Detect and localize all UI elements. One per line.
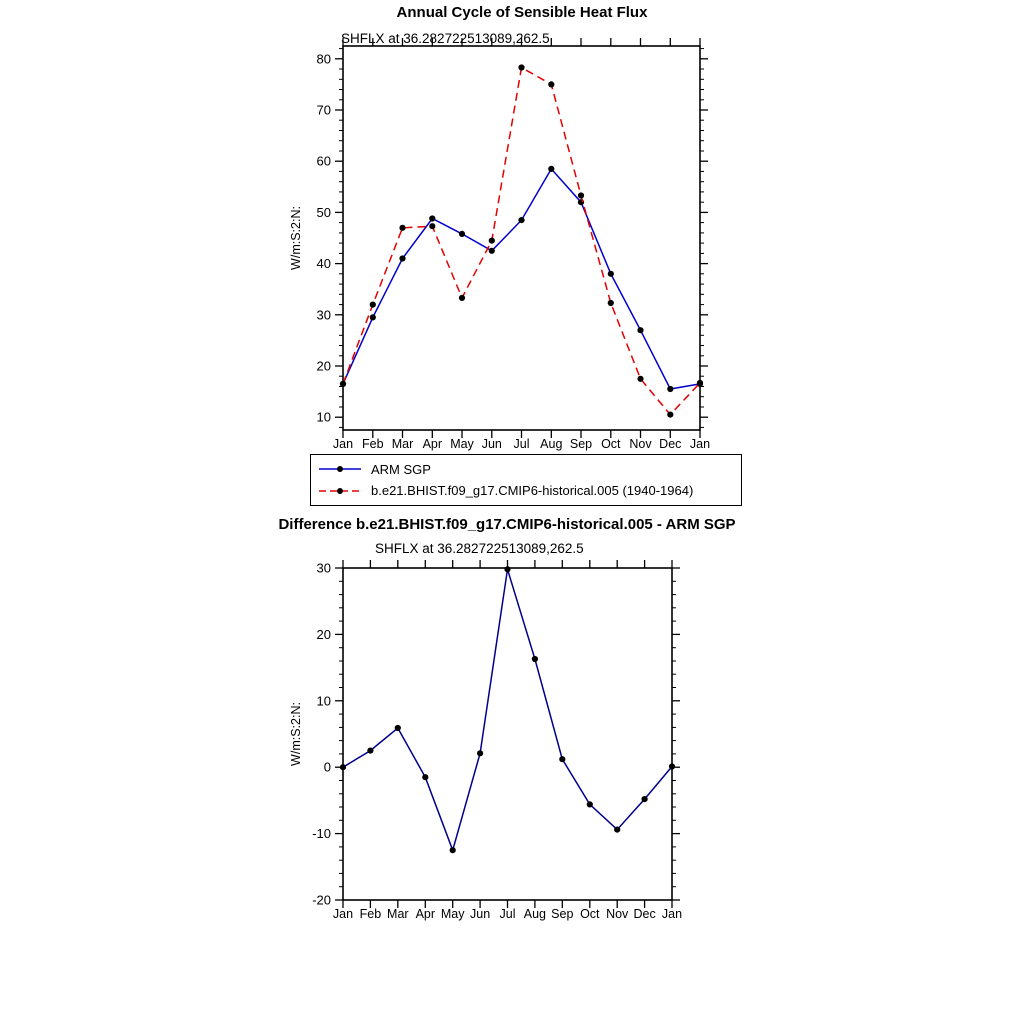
y-tick-label: 50	[316, 204, 331, 220]
legend-item-arm-sgp	[311, 462, 741, 477]
data-point-marker	[459, 295, 465, 301]
top-chart-y-axis-label: W/m:S:2:N:	[289, 206, 303, 270]
data-point-marker	[518, 64, 524, 70]
x-tick-label: Jun	[481, 437, 502, 451]
x-tick-label: Dec	[633, 907, 656, 921]
data-point-marker	[340, 764, 346, 770]
data-point-marker	[504, 566, 510, 572]
y-tick-label: 30	[316, 307, 331, 323]
data-point-marker	[637, 376, 643, 382]
legend-line-sample-dashed	[317, 485, 363, 497]
data-point-marker	[367, 748, 373, 754]
data-point-marker	[459, 231, 465, 237]
data-point-marker	[532, 656, 538, 662]
data-point-marker	[489, 248, 495, 254]
x-tick-label: Nov	[629, 437, 652, 451]
y-tick-label: 80	[316, 51, 331, 67]
data-point-marker	[608, 271, 614, 277]
data-point-marker	[637, 327, 643, 333]
bottom-chart-subtitle: SHFLX at 36.282722513089,262.5	[375, 541, 584, 556]
data-point-marker	[422, 774, 428, 780]
x-tick-label: Oct	[601, 437, 621, 451]
top-chart-subtitle: SHFLX at 36.282722513089,262.5	[341, 31, 550, 46]
x-tick-label: May	[450, 437, 474, 451]
x-tick-label: Sep	[551, 907, 574, 921]
data-point-marker	[518, 217, 524, 223]
y-tick-label: -10	[312, 826, 331, 842]
data-point-marker	[370, 302, 376, 308]
data-point-marker	[548, 166, 554, 172]
legend-label-model: b.e21.BHIST.f09_g17.CMIP6-historical.005 (1940-1964)	[371, 483, 694, 499]
data-point-marker	[559, 756, 565, 762]
x-tick-label: Mar	[391, 437, 414, 451]
y-tick-label: 70	[316, 102, 331, 118]
legend-label-arm-sgp: ARM SGP	[371, 461, 431, 477]
data-point-marker	[667, 412, 673, 418]
legend-item-model	[311, 483, 741, 498]
x-tick-label: Jan	[332, 907, 354, 921]
x-tick-label: Aug	[540, 437, 563, 451]
y-tick-label: 60	[316, 153, 331, 169]
data-point-marker	[399, 225, 405, 231]
legend-marker-dot	[337, 488, 343, 494]
x-tick-label: Mar	[387, 907, 409, 921]
x-tick-label: Dec	[659, 437, 682, 451]
data-point-marker	[642, 796, 648, 802]
y-tick-label: 30	[316, 560, 331, 576]
x-tick-label: Oct	[580, 907, 600, 921]
data-point-marker	[669, 763, 675, 769]
data-point-marker	[340, 381, 346, 387]
bottom-chart-y-axis-label: W/m:S:2:N:	[289, 702, 303, 766]
x-tick-label: Jul	[499, 907, 516, 921]
series-line-1-0	[343, 569, 672, 850]
y-tick-label: 0	[323, 759, 331, 775]
y-tick-label: 10	[316, 409, 331, 425]
series-line-0-1	[343, 68, 700, 415]
series-line-0-0	[343, 169, 700, 389]
x-tick-label: Apr	[415, 907, 436, 921]
data-point-marker	[697, 380, 703, 386]
data-point-marker	[399, 255, 405, 261]
legend-marker-dot	[337, 466, 343, 472]
top-chart-title: Annual Cycle of Sensible Heat Flux	[396, 4, 648, 21]
plot-frame	[343, 568, 672, 900]
x-tick-label: Feb	[359, 907, 382, 921]
legend-line-sample-solid	[317, 463, 363, 475]
x-tick-label: Nov	[606, 907, 629, 921]
x-tick-label: Apr	[422, 437, 443, 451]
data-point-marker	[587, 801, 593, 807]
plot-frame	[343, 46, 700, 430]
x-tick-label: May	[440, 907, 465, 921]
data-point-marker	[578, 199, 584, 205]
data-point-marker	[429, 223, 435, 229]
y-tick-label: -20	[312, 892, 331, 908]
data-point-marker	[667, 386, 673, 392]
x-tick-label: Sep	[569, 437, 593, 451]
x-tick-label: Jan	[661, 907, 683, 921]
x-tick-label: Jan	[689, 437, 711, 451]
data-point-marker	[548, 81, 554, 87]
y-tick-label: 40	[316, 256, 331, 272]
y-tick-label: 20	[316, 626, 331, 642]
data-point-marker	[450, 847, 456, 853]
x-tick-label: Jul	[513, 437, 530, 451]
data-point-marker	[614, 827, 620, 833]
data-point-marker	[489, 238, 495, 244]
legend-box	[310, 454, 742, 506]
y-tick-label: 20	[316, 358, 331, 374]
data-point-marker	[608, 300, 614, 306]
data-point-marker	[578, 192, 584, 198]
data-point-marker	[429, 215, 435, 221]
data-point-marker	[370, 314, 376, 320]
x-tick-label: Jan	[332, 437, 354, 451]
data-point-marker	[395, 725, 401, 731]
data-point-marker	[477, 750, 483, 756]
x-tick-label: Jun	[470, 907, 491, 921]
y-tick-label: 10	[316, 693, 331, 709]
bottom-chart-title: Difference b.e21.BHIST.f09_g17.CMIP6-historical.005 - ARM SGP	[278, 516, 736, 533]
x-tick-label: Feb	[362, 437, 384, 451]
x-tick-label: Aug	[523, 907, 547, 921]
